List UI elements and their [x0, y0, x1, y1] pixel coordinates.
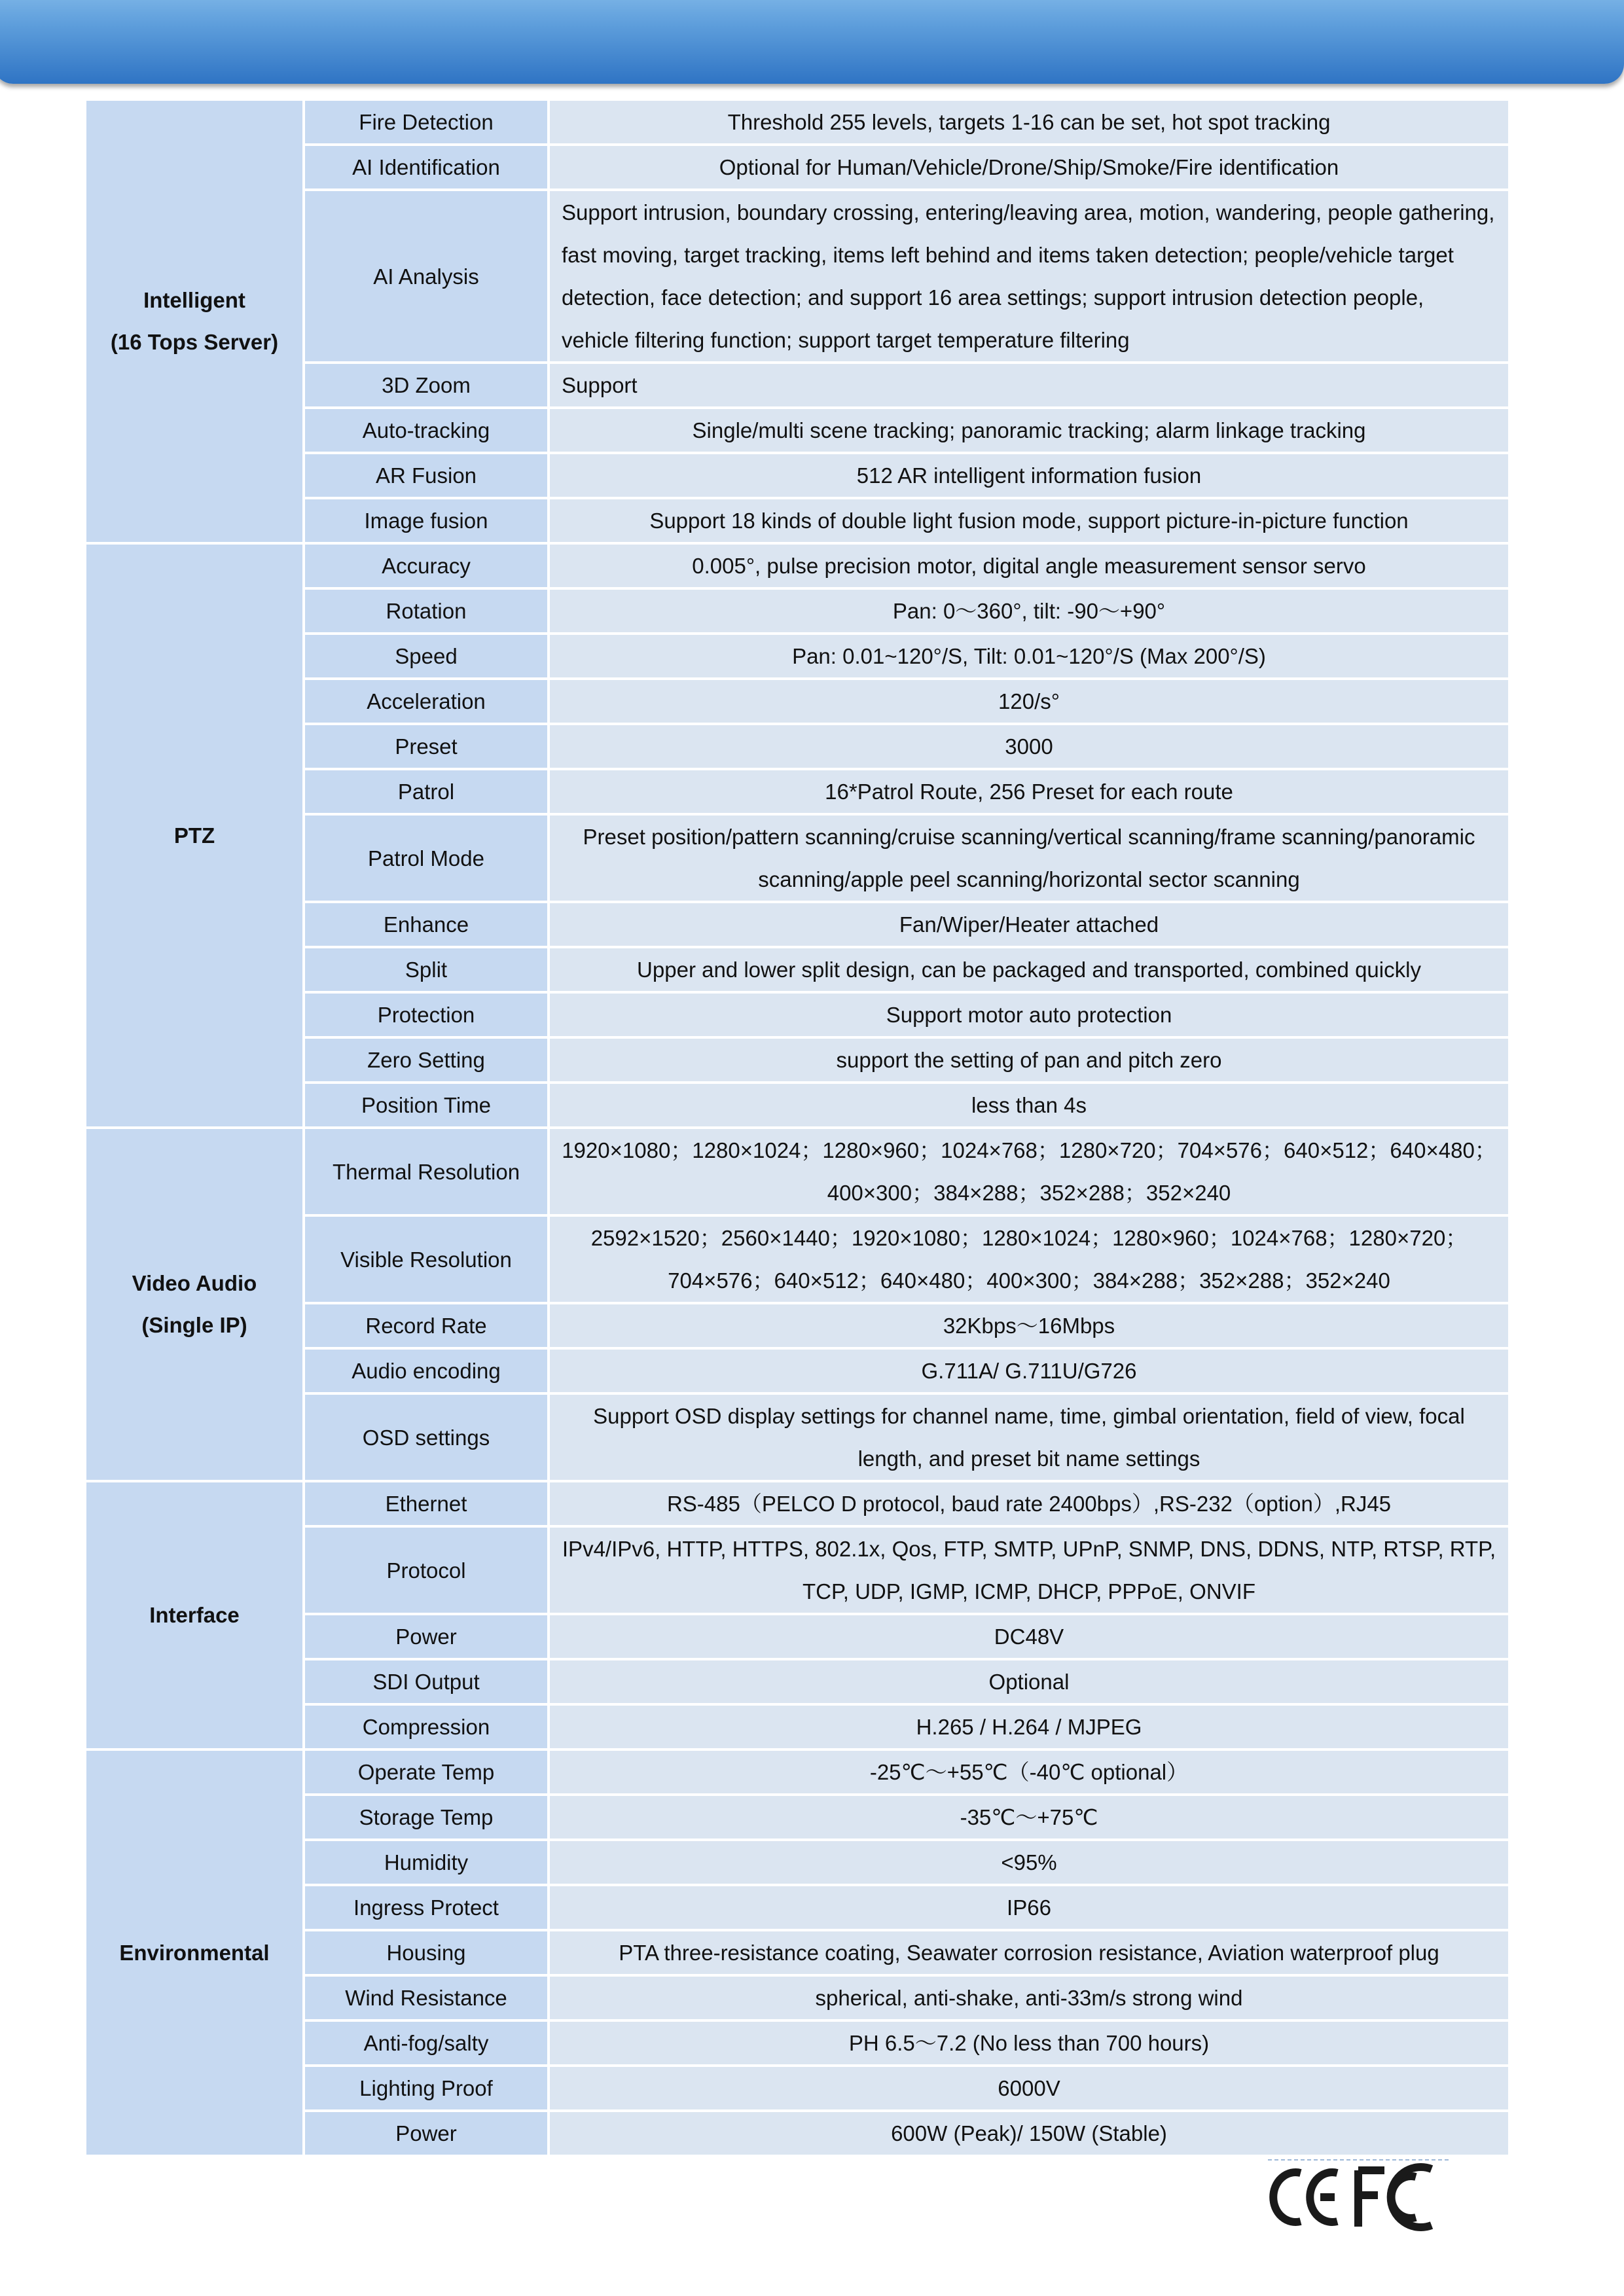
spec-item-power: Power: [305, 1615, 547, 1658]
spec-item-wind-resistance: Wind Resistance: [305, 1977, 547, 2019]
spec-value: spherical, anti-shake, anti-33m/s strong wind: [550, 1977, 1508, 2019]
spec-value: Preset position/pattern scanning/cruise scanning/vertical scanning/frame scanning/panoramic scanning/apple peel scanning/horizontal sector scanning: [550, 816, 1508, 901]
spec-value: Support 18 kinds of double light fusion mode, support picture-in-picture function: [550, 499, 1508, 542]
spec-value: IP66: [550, 1886, 1508, 1929]
spec-item-housing: Housing: [305, 1931, 547, 1974]
category-label: PTZ: [173, 823, 215, 848]
category-label: Interface: [149, 1603, 240, 1627]
spec-value: 3000: [550, 725, 1508, 768]
spec-value: 6000V: [550, 2067, 1508, 2109]
spec-value: PTA three-resistance coating, Seawater corrosion resistance, Aviation waterproof plug: [550, 1931, 1508, 1974]
spec-item-speed: Speed: [305, 635, 547, 677]
spec-value: less than 4s: [550, 1084, 1508, 1126]
spec-item-ai-identification: AI Identification: [305, 146, 547, 188]
spec-row: [86, 101, 1508, 143]
spec-item-ai-analysis: AI Analysis: [305, 191, 547, 361]
spec-item-operate-temp: Operate Temp: [305, 1751, 547, 1793]
spec-item-position-time: Position Time: [305, 1084, 547, 1126]
spec-value: Pan: 0.01~120°/S, Tilt: 0.01~120°/S (Max 200°/S): [550, 635, 1508, 677]
category-environmental: [86, 1751, 302, 2155]
ce-fc-certification-logo: [1260, 2155, 1456, 2240]
spec-value: 2592×1520；2560×1440；1920×1080；1280×1024；1280×960；1024×768；1280×720；704×576；640×512；640×480；400×300；384×288；352×288；352×240: [550, 1217, 1508, 1302]
spec-value: IPv4/IPv6, HTTP, HTTPS, 802.1x, Qos, FTP, SMTP, UPnP, SNMP, DNS, DDNS, NTP, RTSP, RTP, TCP, UDP, IGMP, ICMP, DHCP, PPPoE, ONVIF: [550, 1528, 1508, 1613]
spec-value: RS-485（PELCO D protocol, baud rate 2400bps）,RS-232（option）,RJ45: [550, 1482, 1508, 1525]
spec-item-acceleration: Acceleration: [305, 680, 547, 723]
spec-value: Pan: 0～360°, tilt: -90～+90°: [550, 590, 1508, 632]
category-label: (16 Tops Server): [110, 330, 279, 354]
spec-value: Support OSD display settings for channel name, time, gimbal orientation, field of view, focal length, and preset bit name settings: [550, 1395, 1508, 1480]
spec-item-thermal-resolution: Thermal Resolution: [305, 1129, 547, 1214]
spec-value: PH 6.5～7.2 (No less than 700 hours): [550, 2022, 1508, 2064]
spec-value: G.711A/ G.711U/G726: [550, 1350, 1508, 1392]
spec-item-lighting-proof: Lighting Proof: [305, 2067, 547, 2109]
spec-item-audio-encoding: Audio encoding: [305, 1350, 547, 1392]
spec-item-split: Split: [305, 948, 547, 991]
spec-value: 600W (Peak)/ 150W (Stable): [550, 2112, 1508, 2155]
spec-item-preset: Preset: [305, 725, 547, 768]
spec-item-ar-fusion: AR Fusion: [305, 454, 547, 497]
spec-value: Threshold 255 levels, targets 1-16 can be set, hot spot tracking: [550, 101, 1508, 143]
spec-item-compression: Compression: [305, 1706, 547, 1748]
spec-table: [84, 98, 1511, 2157]
spec-value: 1920×1080；1280×1024；1280×960；1024×768；1280×720；704×576；640×512；640×480；400×300；384×288；352×288；352×240: [550, 1129, 1508, 1214]
spec-item-anti-fog-salty: Anti-fog/salty: [305, 2022, 547, 2064]
spec-value: Support intrusion, boundary crossing, entering/leaving area, motion, wandering, people gathering, fast moving, target tracking, items left behind and items taken detection; people/vehicle target detection, face detection; and support 16 area settings; support intrusion detection people, vehicle filtering function; support target temperature filtering: [550, 191, 1508, 361]
spec-value: Upper and lower split design, can be packaged and transported, combined quickly: [550, 948, 1508, 991]
category-label: (Single IP): [141, 1313, 247, 1337]
spec-item-enhance: Enhance: [305, 903, 547, 946]
spec-row: [86, 1751, 1508, 1793]
spec-value: Fan/Wiper/Heater attached: [550, 903, 1508, 946]
spec-item-storage-temp: Storage Temp: [305, 1796, 547, 1839]
spec-value: support the setting of pan and pitch zero: [550, 1039, 1508, 1081]
spec-value: Optional: [550, 1660, 1508, 1703]
spec-item-patrol-mode: Patrol Mode: [305, 816, 547, 901]
spec-item-auto-tracking: Auto-tracking: [305, 409, 547, 452]
spec-value: Optional for Human/Vehicle/Drone/Ship/Smoke/Fire identification: [550, 146, 1508, 188]
spec-item-accuracy: Accuracy: [305, 545, 547, 587]
category-label: Intelligent: [143, 288, 245, 312]
spec-item-osd-settings: OSD settings: [305, 1395, 547, 1480]
category-ptz: [86, 545, 302, 1126]
spec-value: Single/multi scene tracking; panoramic tracking; alarm linkage tracking: [550, 409, 1508, 452]
spec-row: [86, 1129, 1508, 1214]
spec-item-protection: Protection: [305, 994, 547, 1036]
spec-value: -25℃～+55℃（-40℃ optional）: [550, 1751, 1508, 1793]
spec-item-image-fusion: Image fusion: [305, 499, 547, 542]
spec-value: Support motor auto protection: [550, 994, 1508, 1036]
spec-row: [86, 545, 1508, 587]
spec-item-sdi-output: SDI Output: [305, 1660, 547, 1703]
spec-item-ethernet: Ethernet: [305, 1482, 547, 1525]
category-video-audio: [86, 1129, 302, 1480]
spec-value: 0.005°, pulse precision motor, digital angle measurement sensor servo: [550, 545, 1508, 587]
spec-item-rotation: Rotation: [305, 590, 547, 632]
spec-value: 16*Patrol Route, 256 Preset for each route: [550, 770, 1508, 813]
spec-value: Support: [550, 364, 1508, 406]
spec-item-3d-zoom: 3D Zoom: [305, 364, 547, 406]
spec-item-power: Power: [305, 2112, 547, 2155]
category-interface: [86, 1482, 302, 1748]
spec-table-body: [86, 101, 1508, 2155]
category-label: Video Audio: [132, 1271, 257, 1295]
header-banner: [0, 0, 1624, 84]
spec-row: [86, 1482, 1508, 1525]
spec-item-patrol: Patrol: [305, 770, 547, 813]
spec-item-fire-detection: Fire Detection: [305, 101, 547, 143]
spec-item-protocol: Protocol: [305, 1528, 547, 1613]
category-label: Environmental: [119, 1940, 270, 1965]
spec-item-ingress-protect: Ingress Protect: [305, 1886, 547, 1929]
spec-item-visible-resolution: Visible Resolution: [305, 1217, 547, 1302]
spec-value: <95%: [550, 1841, 1508, 1884]
spec-item-humidity: Humidity: [305, 1841, 547, 1884]
spec-value: DC48V: [550, 1615, 1508, 1658]
spec-item-zero-setting: Zero Setting: [305, 1039, 547, 1081]
spec-item-record-rate: Record Rate: [305, 1304, 547, 1347]
spec-value: 32Kbps～16Mbps: [550, 1304, 1508, 1347]
category-intelligent: [86, 101, 302, 542]
spec-value: -35℃～+75℃: [550, 1796, 1508, 1839]
spec-value: 120/s°: [550, 680, 1508, 723]
spec-value: 512 AR intelligent information fusion: [550, 454, 1508, 497]
spec-value: H.265 / H.264 / MJPEG: [550, 1706, 1508, 1748]
